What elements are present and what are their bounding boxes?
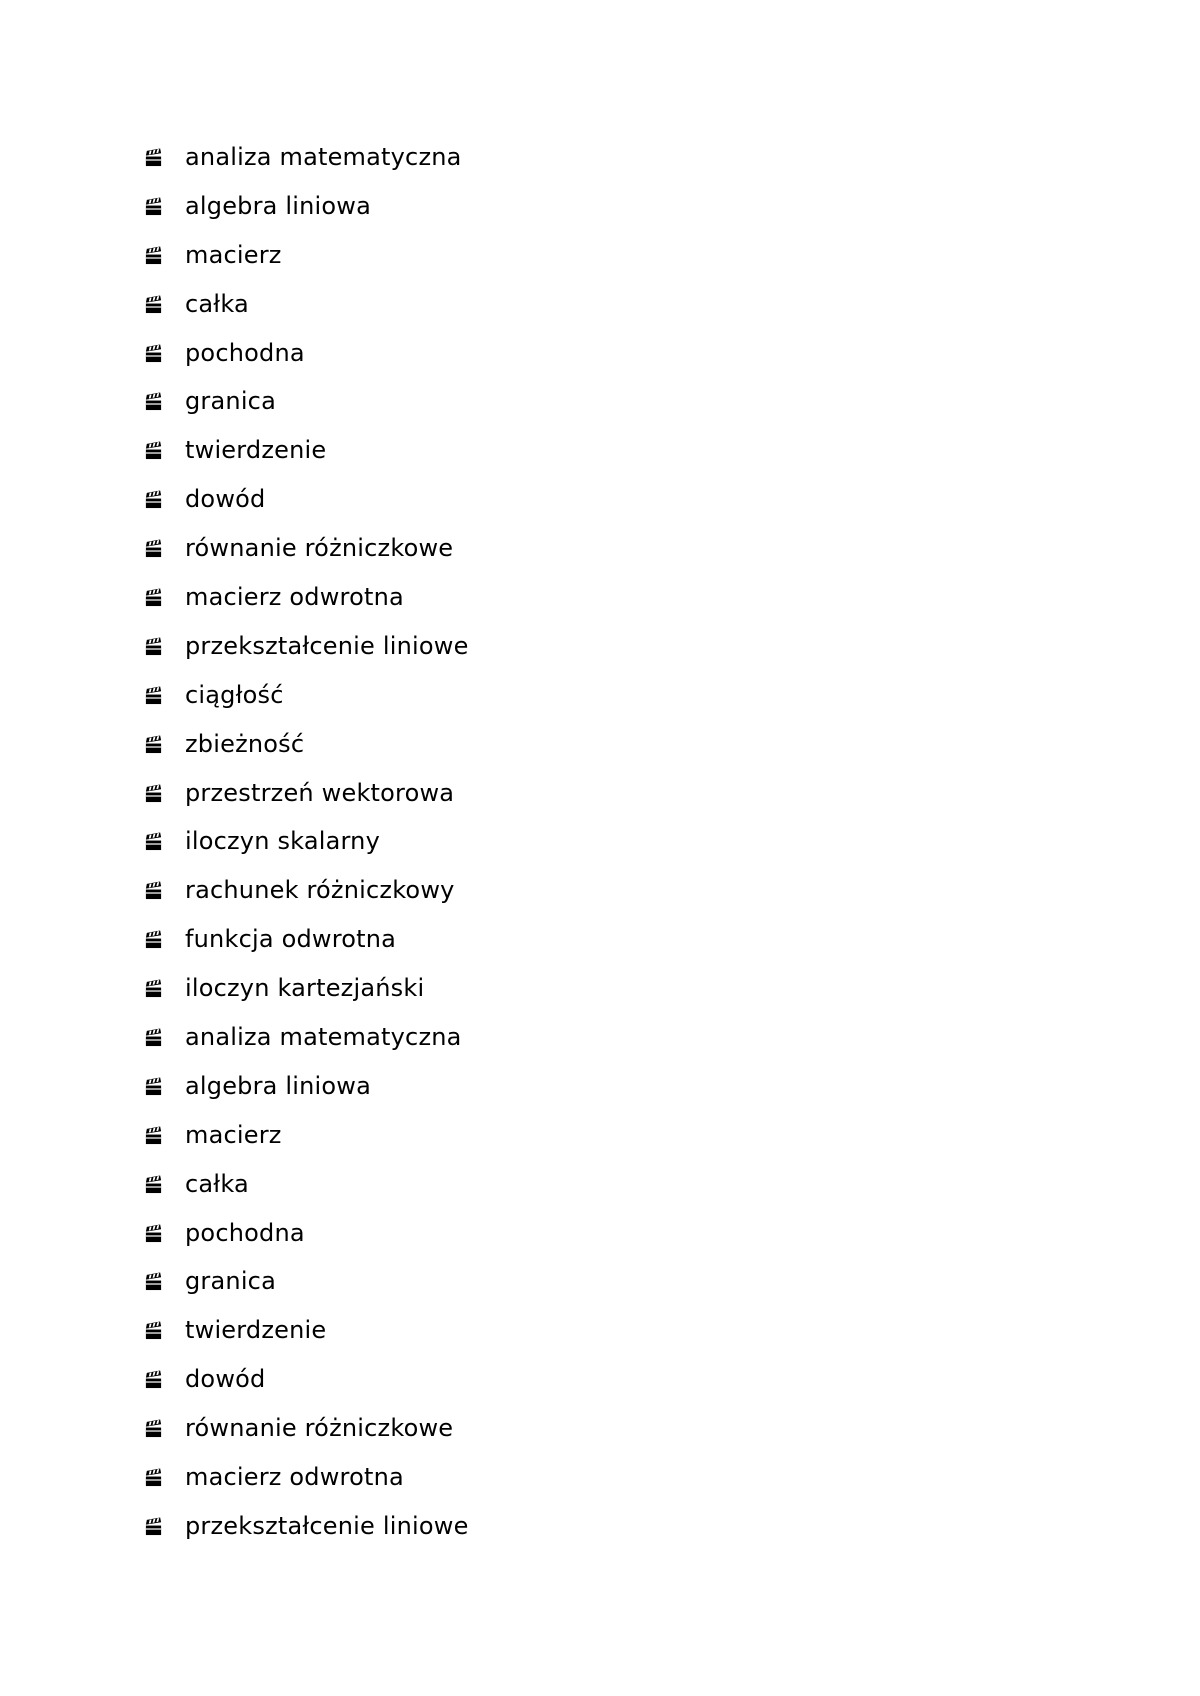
list-item	[144, 775, 469, 824]
list-item-label: zbieżność	[185, 729, 305, 758]
clapperboard-icon	[144, 1126, 163, 1145]
list-item	[144, 970, 469, 1019]
list-item	[144, 1166, 469, 1215]
list-item-label: algebra liniowa	[185, 191, 372, 220]
clapperboard-icon	[144, 881, 163, 900]
list-item	[144, 432, 469, 481]
list-item	[144, 1312, 469, 1361]
list-item	[144, 872, 469, 921]
clapperboard-icon	[144, 735, 163, 754]
clapperboard-icon	[144, 246, 163, 265]
list-item-label: analiza matematyczna	[185, 143, 462, 171]
list-item-label: iloczyn kartezjański	[185, 974, 425, 1003]
clapperboard-icon	[144, 1517, 163, 1536]
clapperboard-icon	[144, 392, 163, 411]
list-item	[144, 335, 469, 384]
clapperboard-icon	[144, 1175, 163, 1194]
list-item	[144, 286, 469, 335]
list-item-label: funkcja odwrotna	[185, 925, 397, 954]
list-item-label: algebra liniowa	[185, 1071, 372, 1100]
list-item	[144, 1263, 469, 1312]
list-item-label: równanie różniczkowe	[185, 534, 454, 563]
list-item-label: równanie różniczkowe	[185, 1414, 454, 1443]
clapperboard-icon	[144, 637, 163, 656]
list-item-label: macierz odwrotna	[185, 1463, 404, 1492]
list-item	[144, 1215, 469, 1264]
list-item-label: granica	[185, 387, 276, 416]
list-item-label: twierdzenie	[185, 436, 327, 465]
clapperboard-icon	[144, 588, 163, 607]
clapperboard-icon	[144, 1028, 163, 1047]
clapperboard-icon	[144, 1321, 163, 1340]
list-item-label: analiza matematyczna	[185, 1023, 462, 1052]
list-item	[144, 1117, 469, 1166]
list-item	[144, 188, 469, 237]
clapperboard-icon	[144, 1224, 163, 1243]
term-list	[144, 139, 469, 1557]
list-item	[144, 677, 469, 726]
list-item-label: macierz	[185, 1120, 282, 1149]
clapperboard-icon	[144, 686, 163, 705]
list-item	[144, 1410, 469, 1459]
clapperboard-icon	[144, 1468, 163, 1487]
list-item-label: przestrzeń wektorowa	[185, 778, 455, 807]
list-item	[144, 628, 469, 677]
list-item	[144, 237, 469, 286]
list-item	[144, 921, 469, 970]
clapperboard-icon	[144, 930, 163, 949]
list-item-label: iloczyn skalarny	[185, 827, 380, 856]
list-item	[144, 1508, 469, 1557]
clapperboard-icon	[144, 490, 163, 509]
clapperboard-icon	[144, 1419, 163, 1438]
clapperboard-icon	[144, 1077, 163, 1096]
list-item	[144, 823, 469, 872]
list-item-label: pochodna	[185, 338, 305, 367]
list-item	[144, 1068, 469, 1117]
list-item-label: twierdzenie	[185, 1316, 327, 1345]
clapperboard-icon	[144, 539, 163, 558]
list-item-label: dowód	[185, 485, 266, 514]
list-item	[144, 579, 469, 628]
list-item-label: całka	[185, 1169, 249, 1198]
list-item-label: rachunek różniczkowy	[185, 876, 455, 905]
list-item	[144, 1459, 469, 1508]
list-item	[144, 139, 469, 188]
clapperboard-icon	[144, 832, 163, 851]
clapperboard-icon	[144, 295, 163, 314]
list-item-label: dowód	[185, 1365, 266, 1394]
list-item-label: przekształcenie liniowe	[185, 631, 469, 660]
list-item-label: ciągłość	[185, 680, 284, 709]
clapperboard-icon	[144, 1370, 163, 1389]
list-item	[144, 530, 469, 579]
list-item	[144, 726, 469, 775]
list-item	[144, 481, 469, 530]
list-item-label: macierz odwrotna	[185, 583, 404, 612]
list-item-label: pochodna	[185, 1218, 305, 1247]
list-item-label: macierz	[185, 240, 282, 269]
list-item-label: granica	[185, 1267, 276, 1296]
list-item-label: przekształcenie liniowe	[185, 1511, 469, 1540]
clapperboard-icon	[144, 784, 163, 803]
clapperboard-icon	[144, 979, 163, 998]
list-item-label: całka	[185, 289, 249, 318]
list-item	[144, 1019, 469, 1068]
clapperboard-icon	[144, 148, 163, 167]
list-item	[144, 383, 469, 432]
list-item	[144, 1361, 469, 1410]
clapperboard-icon	[144, 344, 163, 363]
clapperboard-icon	[144, 1272, 163, 1291]
clapperboard-icon	[144, 441, 163, 460]
clapperboard-icon	[144, 197, 163, 216]
